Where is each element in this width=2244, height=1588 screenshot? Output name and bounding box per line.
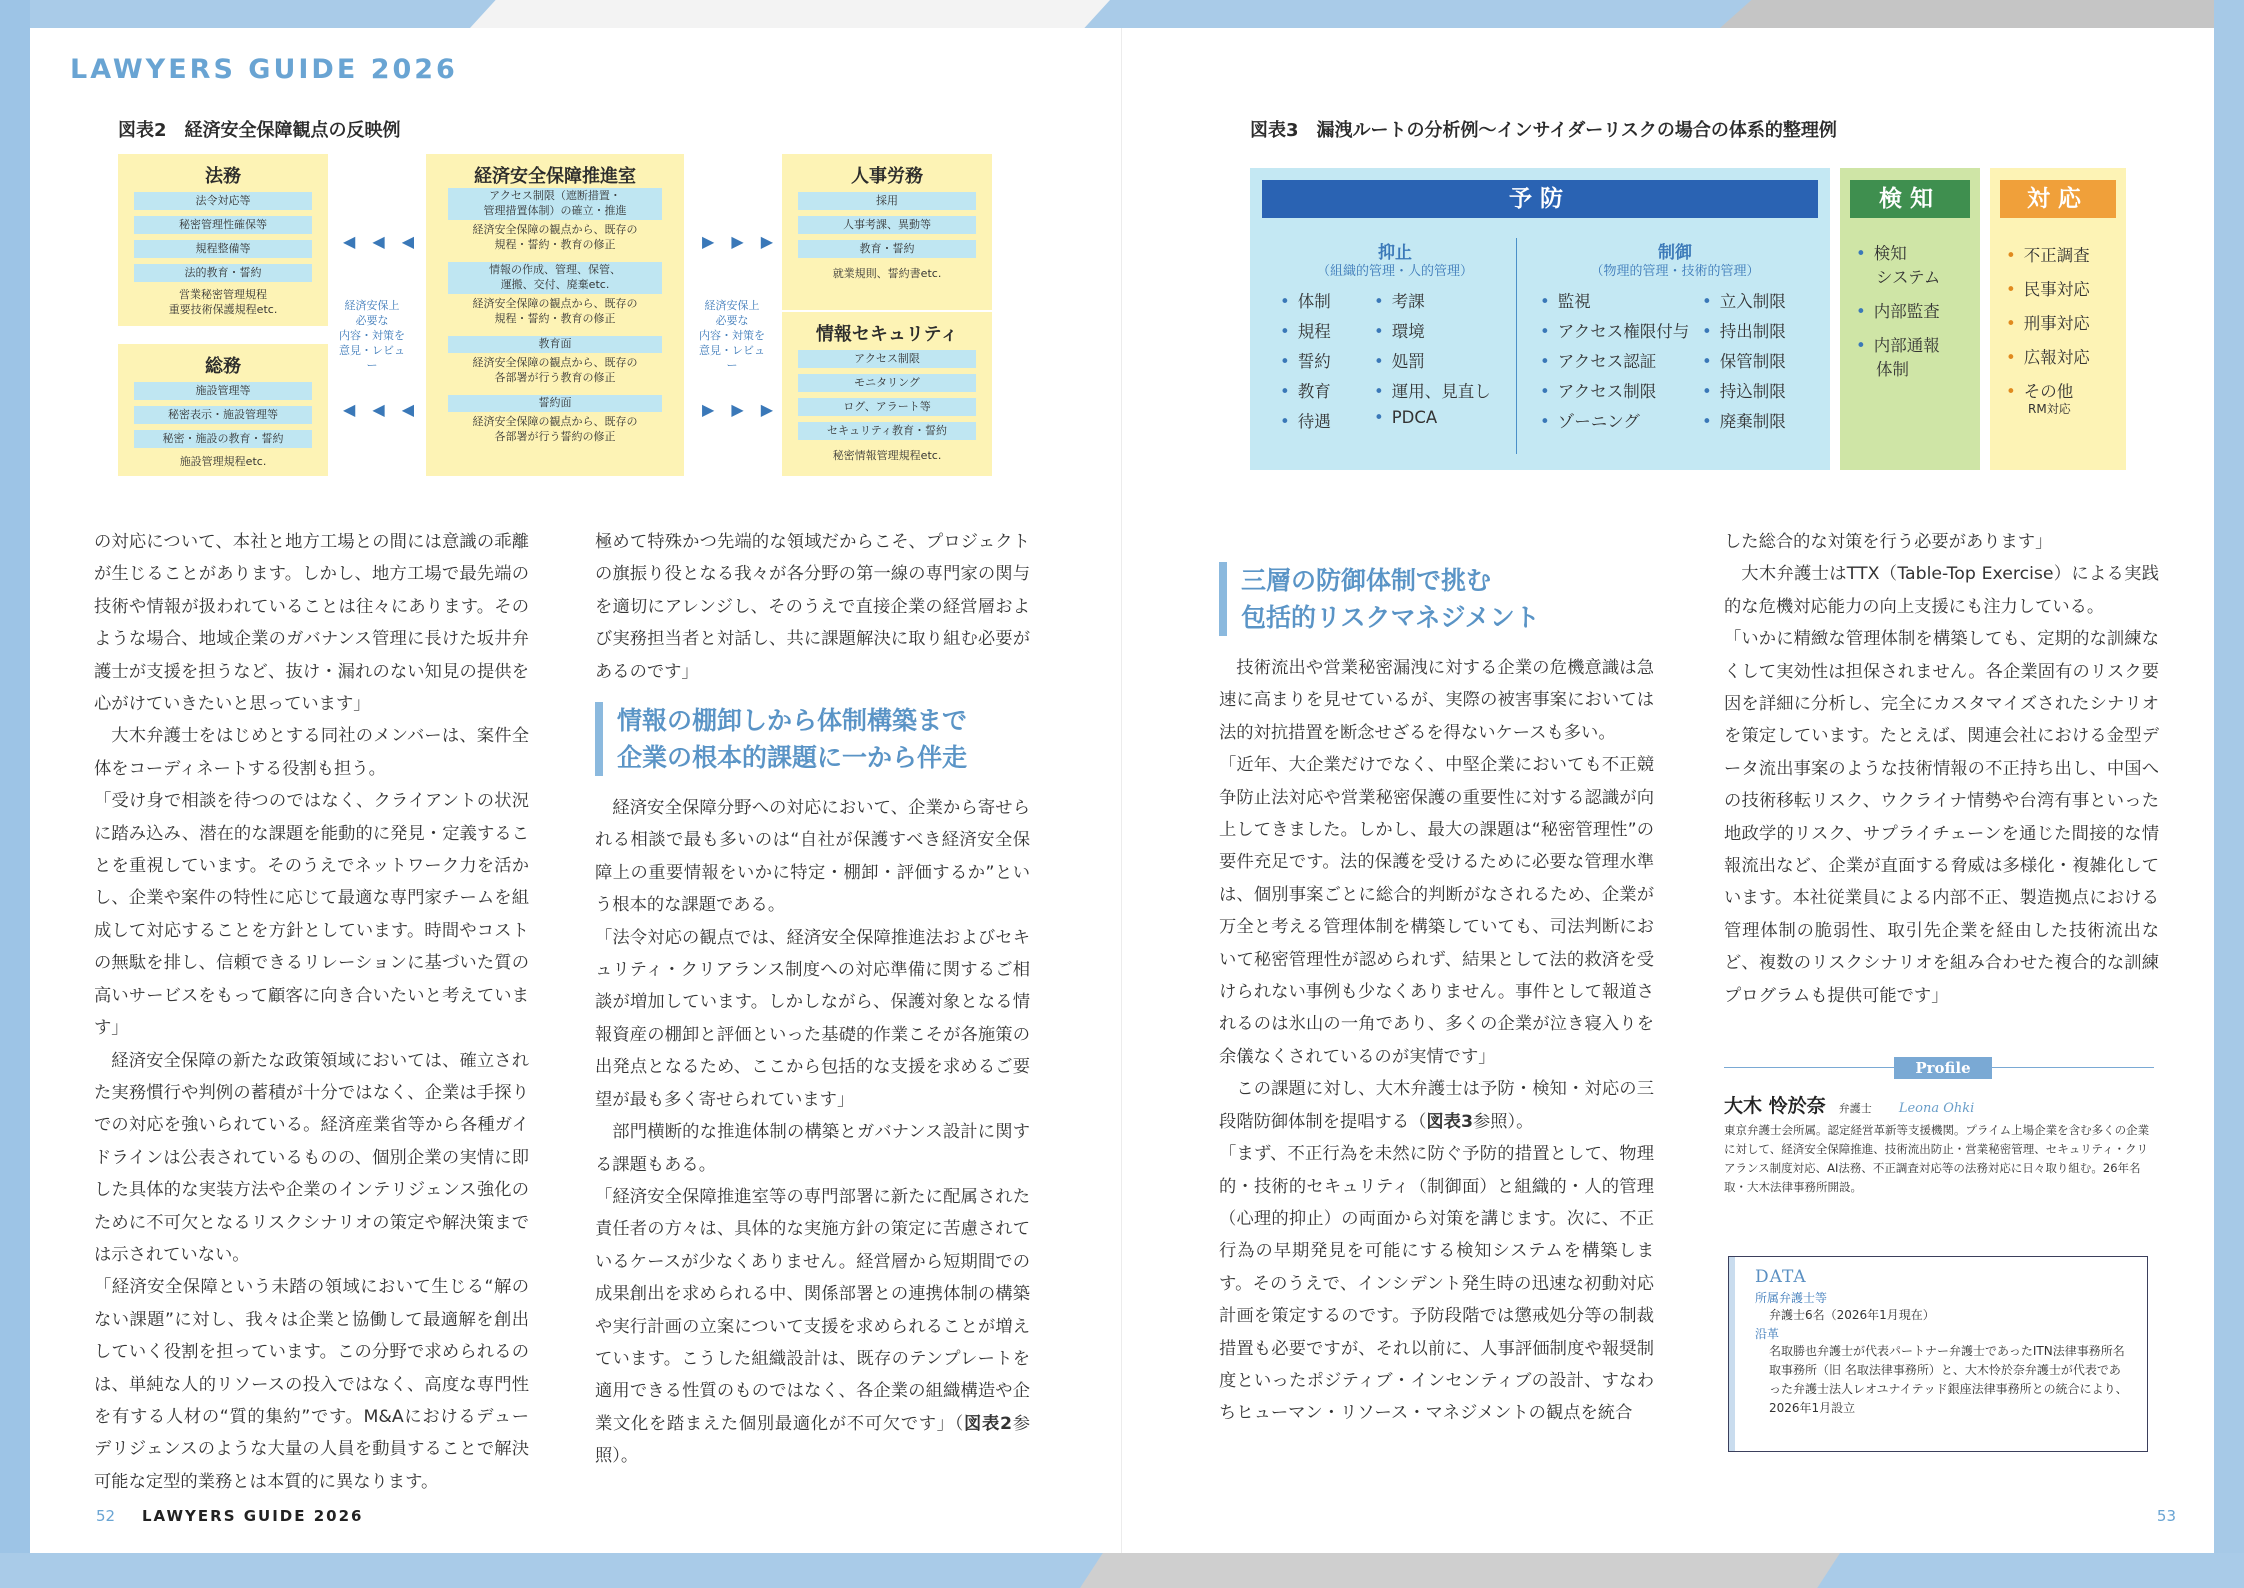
article-column-3 [1219,526,1654,1430]
paragraph: 経済安全保障の新たな政策領域においては、確立された実務慣行や判例の蓄積が十分ではなく、企業は手探りでの対応を強いられている。経済産業省等から各種ガイドラインは公表されているものの、個別企業の実情に即した具体的な実装方法や企業のインテリジェンス強化のために不可欠となるリスクシナリオの策定や解決策までは示されていない。 [94,1050,529,1265]
fig2-infosec-item: セキュリティ教育・誓約 [798,422,976,440]
data-history-label: 沿革 [1755,1327,1780,1341]
profile-label: Profile [1894,1057,1992,1079]
article-column-1 [94,526,529,1498]
fig2-infosec-item: アクセス制限 [798,350,976,368]
article-column-4 [1724,526,2159,1012]
profile-name-line [1724,1091,1974,1118]
fig2-side-note-left: 経済安保上 必要な 内容・対策を 意見・レビュー [339,299,405,372]
fig3-control-title: 制御 [1658,243,1692,263]
fig3-control-item: • 持出制限 [1702,322,1786,341]
profile-name-en: Leona Ohki [1898,1101,1975,1116]
paragraph: 部門横断的な推進体制の構築とガバナンス設計に関する課題もある。 [595,1122,1030,1175]
profile-bio: 東京弁護士会所属。認定経営革新等支援機関。プライム上場企業を含む多くの企業に対して、経済安全保障推進、技術流出防止・営業秘密管理、セキュリティ・クリアランス制度対応、AI法務、不正調査対応等の法務対応に日々取り組む。26年名取・大木法律事務所開設。 [1724,1123,2150,1194]
paragraph: 「近年、大企業だけでなく、中堅企業においても不正競争防止法対応や営業秘密保護の重要性に対する認識が向上してきました。しかし、最大の課題は“秘密管理性”の要件充足です。法的保護を受けるために必要な管理水準は、個別事案ごとに総合的判断がなされるため、企業が万全と考える管理体制を構築していても、司法判断において秘密管理性が認められず、結果として法的救済を受けられない事例も少なくありません。事件として報道されるのは氷山の一角であり、多くの企業が泣き寝入りを余儀なくされているのが実情です」 [1219,755,1654,1067]
article-column-2 [595,526,1030,1473]
paragraph: 大木弁護士はTTX（Table-Top Exercise）による実践的な危機対応能力の向上支援にも注力している。 [1724,564,2159,617]
fig3-deter-item: • 規程 [1280,322,1331,341]
fig2-general-note: 施設管理規程etc. [179,455,267,468]
fig2-box-infosec [782,312,992,476]
fig3-deter-item: • 待遇 [1280,412,1331,431]
right-page [1122,28,2214,1553]
fig3-respond-item-sub: RM対応 [2028,402,2071,416]
fig3-deter-item: • 考課 [1374,292,1425,311]
footer-title: LAWYERS GUIDE 2026 [142,1507,364,1525]
fig3-deter-item: • PDCA [1374,408,1438,427]
fig2-hr-item: 採用 [798,192,976,210]
figure-reference: 図表3 [1426,1111,1473,1132]
fig3-deter-item: • 処罰 [1374,352,1425,371]
fig3-deter-sub: （組織的管理・人的管理） [1316,264,1473,279]
fig2-hr-note: 就業規則、誓約書etc. [832,267,942,280]
paragraph: の対応について、本社と地方工場との間には意識の乖離が生じることがあります。しかし、地方工場で最先端の技術や情報が扱われていることは往々にあります。そのような場合、地域企業のガバナンス管理に長けた坂井弁護士が支援を担うなど、抜け・漏れのない知見の提供を心がけていきたいと思っています」 [94,532,529,715]
fig2-legal-item: 法令対応等 [134,192,312,210]
paragraph: した総合的な対策を行う必要があります」 [1724,532,2053,552]
fig3-prevent-head: 予防 [1262,180,1818,218]
fig3-detect-item: • 内部通報 体制 [1856,336,1940,379]
fig2-legal-item: 規程整備等 [134,240,312,258]
fig2-side-note-right: 経済安保上 必要な 内容・対策を 意見・レビュー [699,299,765,372]
fig3-detect-panel [1840,168,1980,470]
fig3-deter-title: 抑止 [1378,243,1412,263]
data-box-title: DATA [1755,1267,1807,1287]
paragraph: 技術流出や営業秘密漏洩に対する企業の危機意識は急速に高まりを見せているが、実際の被害事案においては法的対抗措置を断念せざるを得ないケースも多い。 [1219,658,1654,743]
fig2-general-item: 施設管理等 [134,382,312,400]
fig2-arrow-left-upper: ◀ ◀ ◀ [343,232,421,251]
fig2-legal-note: 営業秘密管理規程 重要技術保護規程etc. [168,288,278,316]
fig3-prevent-divider [1516,238,1517,454]
fig2-center-block-head: 情報の作成、管理、保管、 運搬、交付、廃棄etc. [448,262,662,294]
fig3-respond-item: • 刑事対応 [2006,314,2090,333]
fig2-center-title: 経済安全保障推進室 [474,166,636,187]
fig2-hr-item: 教育・誓約 [798,240,976,258]
fig2-general-item: 秘密表示・施設管理等 [134,406,312,424]
fig2-center-block-body: 経済安全保障の観点から、既存の 規程・誓約・教育の修正 [472,223,638,251]
data-history-value: 名取勝也弁護士が代表パートナー弁護士であったITN法律事務所名取事務所（旧 名取法律事務所）と、大木怜於奈弁護士が代表であった弁護士法人レオユナイテッド銀座法律事務所との統合により、2026年1月設立 [1769,1344,2128,1415]
fig2-hr-title: 人事労務 [851,166,923,187]
fig2-legal-item: 法的教育・誓約 [134,264,312,282]
fig3-deter-item: • 誓約 [1280,352,1331,371]
paragraph: 「経済安全保障推進室等の専門部署に新たに配属された責任者の方々は、具体的な実施方針の策定に苦慮されているケースが少なくありません。経営層から短期間での成果創出を求められる中、関係部署との連携体制の構築や実行計画の立案について支援を求められることが増えています。こうした組織設計は、既存のテンプレートを適用できる性質のものではなく、各企業の組織構造や企業文化を踏まえた個別最適化が不可欠です」（図表2参照）。 [595,1186,1030,1467]
fig3-control-item: • アクセス権限付与 [1540,322,1690,341]
fig3-deter-item: • 体制 [1280,292,1331,311]
section-heading: 三層の防御体制で挑む 包括的リスクマネジメント [1219,562,1654,636]
fig3-control-item: • アクセス制限 [1540,382,1657,401]
fig2-center-block-head: 誓約面 [448,395,662,412]
profile-name: 大木 怜於奈 [1724,1095,1826,1117]
page-number-right: 53 [2156,1507,2176,1525]
fig3-detect-item: • 検知 システム [1856,244,1941,287]
fig3-control-item: • 監視 [1540,292,1591,311]
fig2-box-hr [782,154,992,310]
fig3-control-item: • 保管制限 [1702,352,1786,371]
fig2-center-block-body: 経済安全保障の観点から、既存の 規程・誓約・教育の修正 [472,297,638,325]
fig2-legal-item: 秘密管理性確保等 [134,216,312,234]
fig2-general-title: 総務 [205,356,241,377]
fig3-control-item: • ゾーニング [1540,412,1640,431]
paragraph: 経済安全保障分野への対応において、企業から寄せられる相談で最も多いのは“自社が保護すべき経済安全保障上の重要情報をいかに特定・棚卸・評価するか”という根本的な課題である。 [595,798,1030,916]
fig2-infosec-title: 情報セキュリティ [815,324,959,345]
figure2-title: 図表2 経済安全保障観点の反映例 [118,120,401,141]
page-number-left: 52 [96,1507,116,1525]
profile-title: 弁護士 [1838,1102,1872,1115]
fig3-control-item: • アクセス認証 [1540,352,1657,371]
fig2-center-block-body: 経済安全保障の観点から、既存の 各部署が行う誓約の修正 [472,415,638,443]
fig2-center-block-body: 経済安全保障の観点から、既存の 各部署が行う教育の修正 [472,356,638,384]
fig3-respond-item: • その他 [2006,382,2074,401]
fig2-center-block-head: 教育面 [448,336,662,353]
fig3-deter-item: • 環境 [1374,322,1425,341]
paragraph: この課題に対し、大木弁護士は予防・検知・対応の三段階防御体制を提唱する（図表3参照）。 [1219,1079,1654,1132]
fig3-control-item: • 立入制限 [1702,292,1786,311]
paragraph: 「受け身で相談を待つのではなく、クライアントの状況に踏み込み、潜在的な課題を能動的に発見・定義することを重視しています。そのうえでネットワーク力を活かし、企業や案件の特性に応じて最適な専門家チームを組成して対応することを方針としています。時間やコストの無駄を排し、信頼できるリレーションに基づいた質の高いサービスをもって顧客に向き合いたいと考えています」 [94,791,529,1039]
figure3-title: 図表3 漏洩ルートの分析例〜インサイダーリスクの場合の体系的整理例 [1250,120,1837,141]
fig2-box-legal [118,154,328,326]
paragraph: 「まず、不正行為を未然に防ぐ予防的措置として、物理的・技術的セキュリティ（制御面）と組織的・人的管理（心理的抑止）の両面から対策を講じます。次に、不正行為の早期発見を可能にする検知システムを構築します。そのうえで、インシデント発生時の迅速な初動対応計画を策定するのです。予防段階では懲戒処分等の制裁措置も必要ですが、それ以前に、人事評価制度や報奨制度といったポジティブ・インセンティブの設計、すなわちヒューマン・リソース・マネジメントの観点を統合 [1219,1144,1654,1424]
fig2-arrow-left-lower: ◀ ◀ ◀ [343,400,421,419]
fig2-general-item: 秘密・施設の教育・誓約 [134,430,312,448]
fig2-box-general [118,344,328,476]
fig2-center-block-head: アクセス制限（遮断措置・ 管理措置体制）の確立・推進 [448,188,662,220]
bg-top-white-diagonal [470,0,1110,28]
fig3-detect-head: 検知 [1850,180,1970,218]
fig2-infosec-item: モニタリング [798,374,976,392]
fig3-detect-item: • 内部監査 [1856,302,1940,321]
data-box-accent [1729,1257,1735,1451]
data-lawyers-value: 弁護士6名（2026年1月現在） [1769,1308,1935,1322]
fig3-control-item: • 持込制限 [1702,382,1786,401]
fig2-infosec-item: ログ、アラート等 [798,398,976,416]
paragraph: 「法令対応の観点では、経済安全保障推進法およびセキュリティ・クリアランス制度への対応準備に関するご相談が増加しています。しかしながら、保護対象となる情報資産の棚卸と評価といった基礎的作業こそが各施策の出発点となるため、ここから包括的な支援を求めるご要望が最も多く寄せられています」 [595,927,1030,1110]
fig3-respond-head: 対応 [2000,180,2116,218]
fig3-respond-item: • 民事対応 [2006,280,2090,299]
fig3-control-sub: （物理的管理・技術的管理） [1590,264,1760,279]
data-lawyers-label: 所属弁護士等 [1755,1291,1828,1305]
fig2-infosec-note: 秘密情報管理規程etc. [832,449,942,462]
fig3-respond-panel [1990,168,2126,470]
bg-left-blue-band [0,0,30,1588]
paragraph: 「いかに精緻な管理体制を構築しても、定期的な訓練なくして実効性は担保されません。各企業固有のリスク要因を詳細に分析し、完全にカスタマイズされたシナリオを策定しています。たとえば、関連会社における金型データ流出事案のような技術情報の不正持ち出し、中国への技術移転リスク、ウクライナ情勢や台湾有事といった地政学的リスク、サプライチェーンを通じた間接的な情報流出など、企業が直面する脅威は多様化・複雑化しています。本社従業員による内部不正、製造拠点における管理体制の脆弱性、取引先企業を経由した技術流出など、複数のリスクシナリオを組み合わせた複合的な訓練プログラムも提供可能です」 [1724,629,2159,1006]
left-page [30,28,1122,1553]
fig2-arrow-right-upper: ▶ ▶ ▶ [702,232,780,251]
fig3-respond-item: • 不正調査 [2006,246,2090,265]
section-heading: 情報の棚卸しから体制構築まで 企業の根本的課題に一から伴走 [595,702,1030,776]
fig2-arrow-right-lower: ▶ ▶ ▶ [702,400,780,419]
running-title: LAWYERS GUIDE 2026 [70,54,458,85]
fig2-box-center [426,154,684,476]
data-box [1728,1256,2148,1452]
fig3-deter-item: • 運用、見直し [1374,382,1491,401]
bg-right-blue-band [2214,0,2244,1588]
fig3-respond-item: • 広報対応 [2006,348,2090,367]
fig3-prevent-panel [1250,168,1830,470]
fig2-hr-item: 人事考課、異動等 [798,216,976,234]
fig3-deter-item: • 教育 [1280,382,1331,401]
paragraph: 「経済安全保障という未踏の領域において生じる“解のない課題”に対し、我々は企業と協働して最適解を創出していく役割を担っています。この分野で求められるのは、単純な人的リソースの投入ではなく、高度な専門性を有する人材の“質的集約”です。M&Aにおけるデューデリジェンスのような大量の人員を動員することで解決可能な定型的業務とは本質的に異なります。 [94,1277,529,1492]
paragraph: 極めて特殊かつ先端的な領域だからこそ、プロジェクトの旗振り役となる我々が各分野の第一線の専門家の関与を適切にアレンジし、そのうえで直接企業の経営層および実務担当者と対話し、共に課題解決に取り組む必要があるのです」 [595,532,1030,682]
figure-reference: 図表2 [964,1413,1013,1434]
fig3-control-item: • 廃棄制限 [1702,412,1786,431]
paragraph: 大木弁護士をはじめとする同社のメンバーは、案件全体をコーディネートする役割も担う。 [94,726,529,779]
bg-top-gray-right [1720,0,2244,28]
fig2-legal-title: 法務 [205,166,241,187]
bg-bottom-gray-diagonal [1080,1553,1840,1588]
